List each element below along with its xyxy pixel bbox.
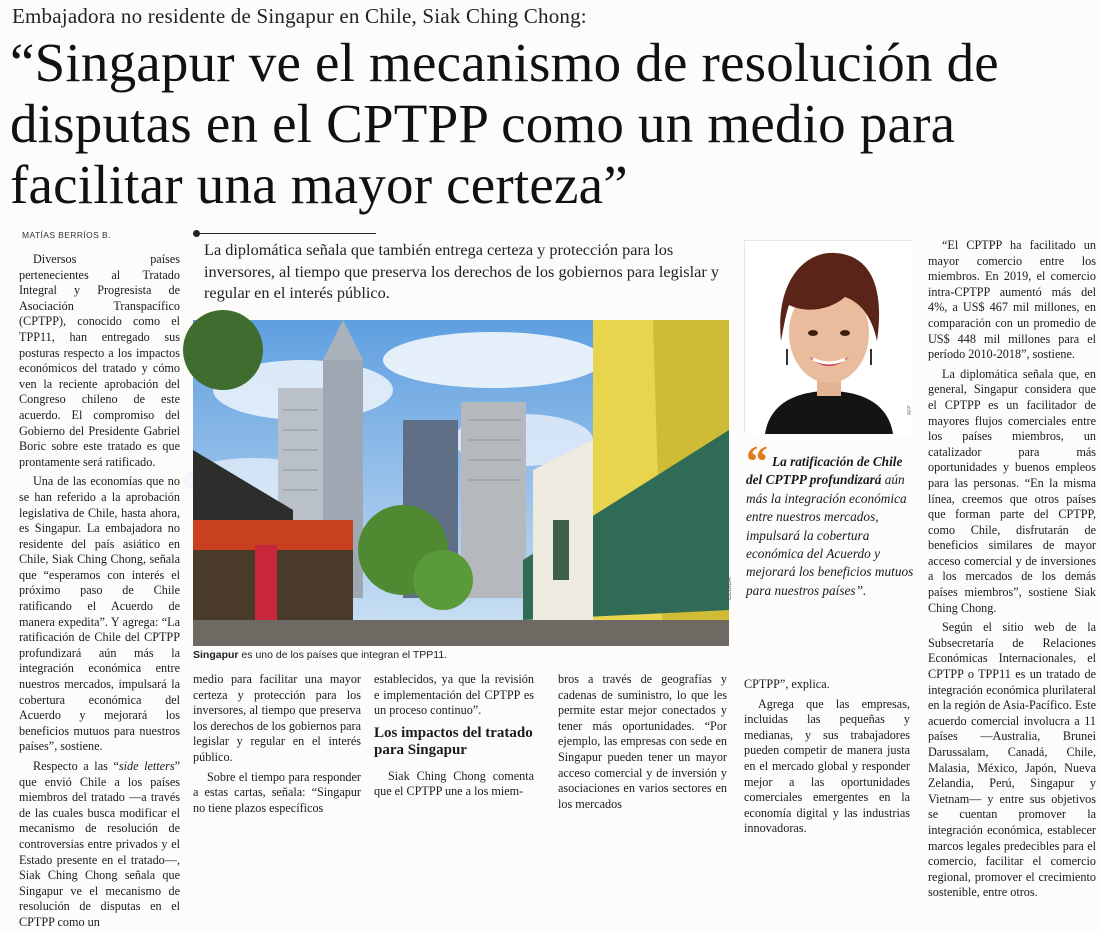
singapore-street-illustration	[193, 320, 729, 646]
col2-paragraph-2: Sobre el tiempo para responder a estas cartas, señala: “Singapur no tiene plazos específicos	[193, 769, 361, 815]
byline-rule	[196, 233, 376, 234]
ambassador-portrait	[744, 240, 912, 433]
article-lead: La diplomática señala que también entrega certeza y protección para los inversores, al tiempo que preserva los derechos de los gobiernos para legislar y regular en el interés público.	[204, 240, 719, 302]
col5-paragraph-1: CPTPP”, explica.	[744, 677, 830, 691]
col1-paragraph-2: Una de las economías que no se han referido a la aprobación legislativa de Chile, hasta ahora, es Singapur. La embajadora no residente del país asiático en Chile, Siak Ching Chong, señala que “esperamos con interés el próximo paso de Chile ratificando el Acuerdo de manera expedita”. Y agrega: “La ratificación de Chile del CPTPP profundizará aún más la integración económica entre nuestros mercados, impulsará la cobertura económica del Acuerdo y mejorará los beneficios mutuos para nuestros países”, sostiene.	[19, 474, 180, 754]
col4-paragraph-1: bros a través de geografías y cadenas de suministro, lo que les permite estar mejor conectados y tener más oportunidades. “Por ejemplo, las empresas con sede en Singapur pueden tener un mayor acceso comercial y de inversión y asociaciones en varios sectores en los mercados	[558, 672, 727, 811]
col1-p3-em: side letters	[118, 759, 175, 773]
column-1	[19, 252, 180, 931]
ambassador-illustration	[745, 241, 913, 434]
pull-quote-rest: aún más la integración económica entre nuestros mercados, impulsará la cobertura económica del Acuerdo y mejorará los beneficios mutuos para nuestros países”.	[746, 472, 914, 598]
col3-paragraph-1: establecidos, ya que la revisión e implementación del CPTPP es un proceso continuo”.	[374, 672, 534, 718]
col3-paragraph-2: Siak Ching Chong comenta que el CPTPP une a los miem-	[374, 768, 534, 799]
article-headline: “Singapur ve el mecanismo de resolución de disputas en el CPTPP como un medio para facilitar una mayor certeza”	[10, 32, 999, 215]
quote-mark-icon: “	[746, 437, 768, 486]
column-5	[744, 677, 910, 837]
photo-caption	[193, 649, 733, 661]
portrait-credit: AFP	[907, 405, 913, 415]
pull-quote	[746, 437, 914, 600]
column-6	[928, 238, 1096, 901]
caption-bold: Singapur	[193, 649, 239, 661]
col6-paragraph-1: “El CPTPP ha facilitado un mayor comercio entre los miembros. En 2019, el comercio intra-CPTPP aumentó más del 4%, a US$ 467 mil millones, en comparación con un promedio de US$ 448 mil millones para el período 2010-2018”, sostiene.	[928, 238, 1096, 362]
column-3	[374, 672, 534, 800]
col6-paragraph-2: La diplomática señala que, en general, Singapur considera que el CPTPP es un facilitador de mayores flujos comerciales entre los países miembros, un catalizador para más oportunidades y buenos empleos para las personas. “En la misma línea, creemos que otros países que forman parte del CPTPP, como Chile, disfrutarán de beneficios similares de mayor acceso comercial y de inversiones a los mercados de los demás países miembros”, sostiene Siak Ching Chong.	[928, 366, 1096, 615]
photo-credit: CEDIDA	[727, 577, 733, 600]
pull-quote-bold: La ratificación de Chile del CPTPP profundizará	[746, 454, 903, 488]
col2-paragraph-1: medio para facilitar una mayor certeza y protección para los inversores, al tiempo que preserva los derechos de los gobiernos para legislar y regular en el interés público.	[193, 672, 361, 764]
column-4	[558, 672, 727, 812]
col1-paragraph-1: Diversos países pertenecientes al Tratado Integral y Progresista de Asociación Transpacífico (CPTPP), conocido como el TPP11, han entregado sus posturas respecto a los impactos económicos del tratado y cómo ven la reciente aprobación del Congreso chileno de este acuerdo. El compromiso del Gobierno del Presidente Gabriel Boric sobre este tratado es que prontamente será ratificado.	[19, 252, 180, 469]
col1-paragraph-3	[19, 759, 180, 931]
col1-p3-pre: Respecto a las “	[33, 759, 119, 773]
article-byline: MATÍAS BERRÍOS B.	[22, 230, 111, 240]
column-2	[193, 672, 361, 816]
article-kicker: Embajadora no residente de Singapur en Chile, Siak Ching Chong:	[12, 4, 587, 28]
caption-rest: es uno de los países que integran el TPP11.	[238, 649, 448, 661]
col5-paragraph-2: Agrega que las empresas, incluidas las pequeñas y medianas, y sus trabajadores pueden competir de manera justa en el mercado global y responder mejor a las oportunidades comerciales emergentes en la economía digital y las industrias innovadoras.	[744, 696, 910, 836]
singapore-street-photo	[193, 320, 729, 646]
col1-p3-post: ” que envió Chile a los países miembros del tratado —a través de las cuales busca modificar el mecanismo de resolución de controversias entre privados y el Estado presente en el tratado—, Siak Ching Chong señala que Singapur ve el mecanismo de resolución de disputas en el CPTPP como un	[19, 759, 180, 929]
col3-subhead: Los impactos del tratado para Singapur	[374, 724, 533, 758]
col6-paragraph-3: Según el sitio web de la Subsecretaría de Relaciones Económicas Internacionales, el CPTPP o TPP11 es un tratado de integración económica plurilateral en la región de Asia-Pacífico. Este acuerdo comercial involucra a 11 países —Australia, Brunei Darussalam, Canadá, Chile, Malasia, México, Japón, Nueva Zelandia, Perú, Singapur y Vietnam— y entre sus objetivos se cuentan promover la integración económica, establecer marcos legales predecibles para el comercio, facilitar el comercio regional, promover el crecimiento sostenible, entre otros.	[928, 620, 1096, 900]
